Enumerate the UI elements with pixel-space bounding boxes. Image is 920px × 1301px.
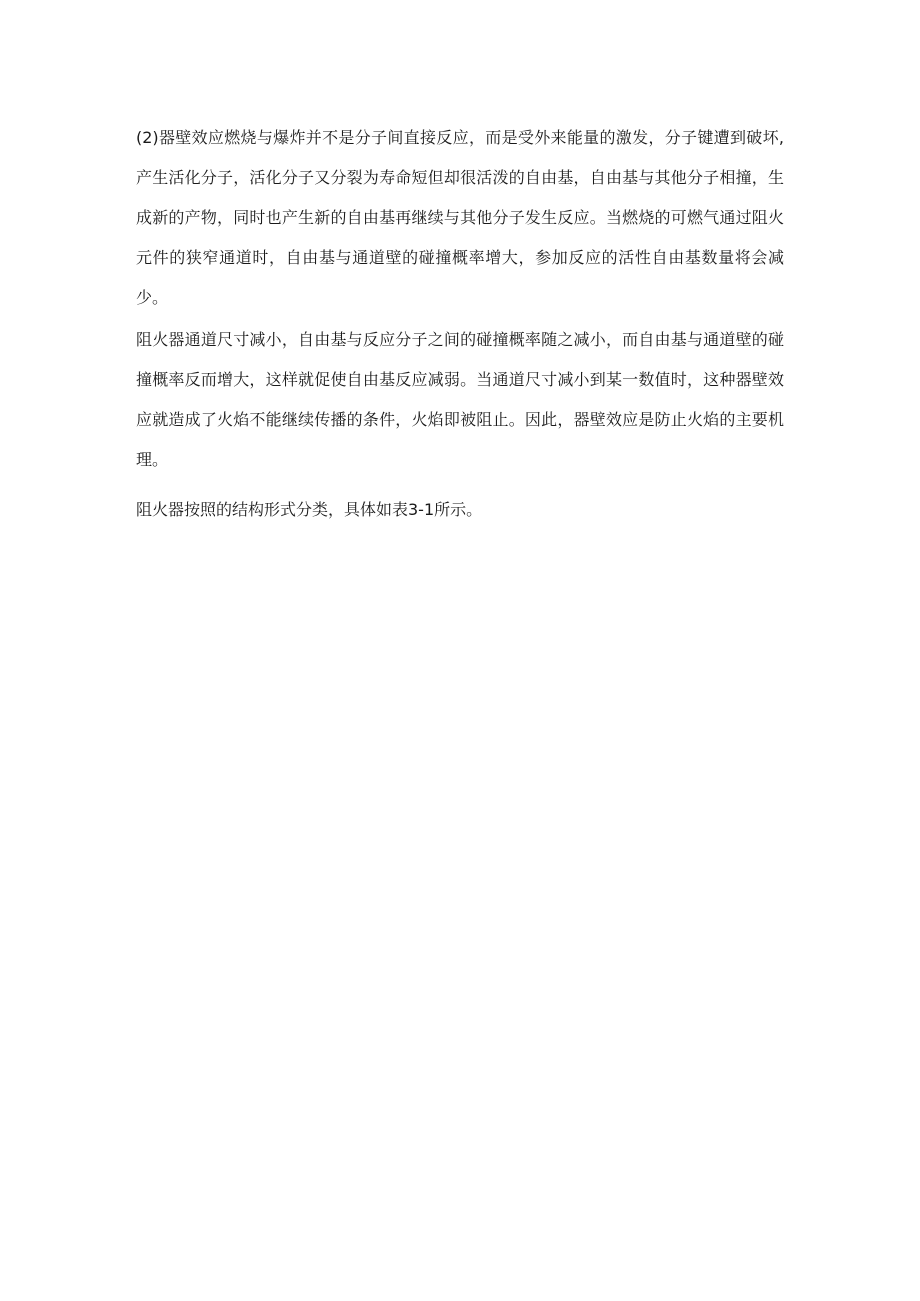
paragraph-channel-size: 阻火器通道尺寸减小，自由基与反应分子之间的碰撞概率随之减小，而自由基与通道壁的碰撞概率反而增大，这样就促使自由基反应减弱。当通道尺寸减小到某一数值时，这种器壁效应就造成了火焰不能继续传播的条件，火焰即被阻止。因此，器壁效应是防止火焰的主要机理。 xyxy=(136,330,784,469)
paragraph-classification: 阻火器按照的结构形式分类，具体如表3-1所示。 xyxy=(136,500,483,519)
paragraph-wall-effect: (2)器壁效应燃烧与爆炸并不是分子间直接反应，而是受外来能量的激发，分子键遭到破坏,产生活化分子，活化分子又分裂为寿命短但却很活泼的自由基，自由基与其他分子相撞，生成新的产物，同时也产生新的自由基再继续与其他分子发生反应。当燃烧的可燃气通过阻火元件的狭窄通道时，自由基与通道壁的碰撞概率增大，参加反应的活性自由基数量将会减少。 xyxy=(136,128,784,307)
document-body xyxy=(136,118,784,530)
